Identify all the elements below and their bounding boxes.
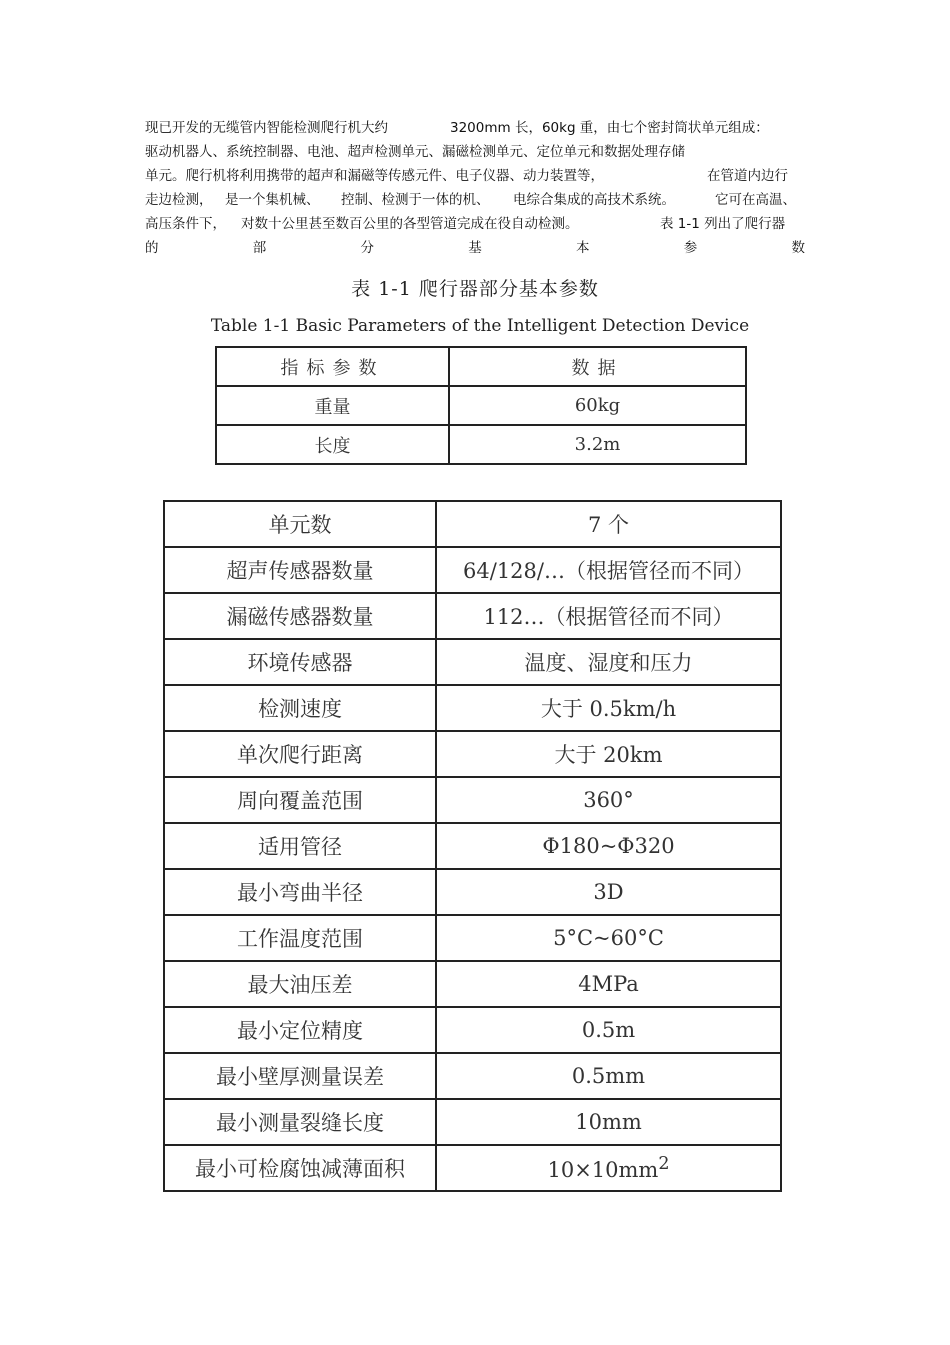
table-row: [164, 915, 781, 961]
parameter-value-cell: 10mm: [436, 1099, 781, 1145]
parameter-name-cell: 适用管径: [164, 823, 436, 869]
paragraph-text: 它可在高温、: [715, 192, 796, 208]
parameter-value-cell: 3D: [436, 869, 781, 915]
parameter-name-cell: 最小测量裂缝长度: [164, 1099, 436, 1145]
parameter-value-cell: 60kg: [449, 386, 746, 425]
intro-paragraph: [145, 116, 805, 260]
parameter-name-cell: 检测速度: [164, 685, 436, 731]
parameter-name-cell: 长度: [216, 425, 449, 464]
parameter-value-cell: 大于 0.5km/h: [436, 685, 781, 731]
paragraph-line: [145, 140, 805, 164]
table-row: [164, 731, 781, 777]
table-row: [164, 639, 781, 685]
parameter-name-cell: 环境传感器: [164, 639, 436, 685]
table-row: [216, 386, 746, 425]
table-row: [164, 1007, 781, 1053]
paragraph-text: 表 1-1 列出了爬行器: [660, 216, 786, 232]
table-row: [164, 961, 781, 1007]
parameter-name-cell: 最小壁厚测量误差: [164, 1053, 436, 1099]
area-value: 10×10mm: [547, 1158, 659, 1182]
parameter-name-cell: 超声传感器数量: [164, 547, 436, 593]
table-row: [164, 1053, 781, 1099]
paragraph-text: 在管道内边行: [707, 168, 788, 184]
paragraph-line: [145, 164, 805, 188]
paragraph-text: 现已开发的无缆管内智能检测爬行机大约: [145, 120, 388, 136]
superscript: 2: [658, 1154, 670, 1174]
table-row: [164, 869, 781, 915]
table-row: [164, 547, 781, 593]
table-caption-english: Table 1-1 Basic Parameters of the Intelligent Detection Device: [210, 316, 750, 336]
paragraph-text: 电综合集成的高技术系统。: [513, 192, 675, 208]
paragraph-text: 的: [145, 240, 159, 256]
parameter-value-cell: 360°: [436, 777, 781, 823]
parameter-value-cell: 64/128/…（根据管径而不同）: [436, 547, 781, 593]
parameter-name-cell: 最小定位精度: [164, 1007, 436, 1053]
table-row: [164, 823, 781, 869]
parameter-value-cell: 0.5mm: [436, 1053, 781, 1099]
paragraph-text: 驱动机器人、系统控制器、电池、超声检测单元、漏磁检测单元、定位单元和数据处理存储: [145, 144, 685, 160]
parameter-value-cell: 3.2m: [449, 425, 746, 464]
parameter-value-cell: 0.5m: [436, 1007, 781, 1053]
parameter-value-cell: 温度、湿度和压力: [436, 639, 781, 685]
parameter-name-cell: 重量: [216, 386, 449, 425]
paragraph-text: 参: [683, 240, 698, 256]
parameter-name-cell: 周向覆盖范围: [164, 777, 436, 823]
parameter-value-cell: 112…（根据管径而不同）: [436, 593, 781, 639]
paragraph-line: [145, 212, 805, 236]
paragraph-text: 单元。爬行机将利用携带的超声和漏磁等传感元件、电子仪器、动力装置等，: [145, 168, 604, 184]
paragraph-text: 是一个集机械、: [225, 192, 320, 208]
parameter-value-cell: 4MPa: [436, 961, 781, 1007]
table-row: [164, 593, 781, 639]
detailed-parameters-table: [163, 500, 782, 1192]
table-header-cell: 数据: [449, 347, 746, 386]
paragraph-text: 数: [791, 240, 805, 256]
parameter-name-cell: 最大油压差: [164, 961, 436, 1007]
parameter-value-cell: 5°C~60°C: [436, 915, 781, 961]
paragraph-text: 基: [468, 240, 482, 256]
parameter-name-cell: 工作温度范围: [164, 915, 436, 961]
parameter-name-cell: 漏磁传感器数量: [164, 593, 436, 639]
parameter-value-cell: 7 个: [436, 501, 781, 547]
table-row: [164, 777, 781, 823]
table-row: [216, 425, 746, 464]
paragraph-text: 对数十公里甚至数百公里的各型管道完成在役自动检测。: [241, 216, 579, 232]
paragraph-text: 3200mm 长，60kg 重，由七个密封筒状单元组成：: [450, 120, 769, 136]
parameter-name-cell: 单元数: [164, 501, 436, 547]
parameter-value-cell: 大于 20km: [436, 731, 781, 777]
parameter-name-cell: 最小可检腐蚀减薄面积: [164, 1145, 436, 1191]
paragraph-text: 高压条件下，: [145, 216, 226, 232]
paragraph-line: [145, 188, 805, 212]
table-row: [164, 1099, 781, 1145]
paragraph-text: 控制、检测于一体的机、: [341, 192, 490, 208]
basic-parameters-table: [215, 346, 747, 465]
table-header-row: [216, 347, 746, 386]
table-row: [164, 501, 781, 547]
table-row: [164, 1145, 781, 1191]
paragraph-text: 部: [252, 240, 267, 256]
parameter-name-cell: 最小弯曲半径: [164, 869, 436, 915]
parameter-value-cell: [436, 1145, 781, 1191]
paragraph-text: 走边检测，: [145, 192, 213, 208]
paragraph-line: [145, 236, 805, 260]
parameter-value-cell: Φ180~Φ320: [436, 823, 781, 869]
table-row: [164, 685, 781, 731]
paragraph-line: [145, 116, 805, 140]
paragraph-text: 本: [576, 240, 590, 256]
table-caption-chinese: 表 1-1 爬行器部分基本参数: [351, 278, 599, 300]
table-header-cell: 指标参数: [216, 347, 449, 386]
parameter-name-cell: 单次爬行距离: [164, 731, 436, 777]
paragraph-text: 分: [360, 240, 374, 256]
